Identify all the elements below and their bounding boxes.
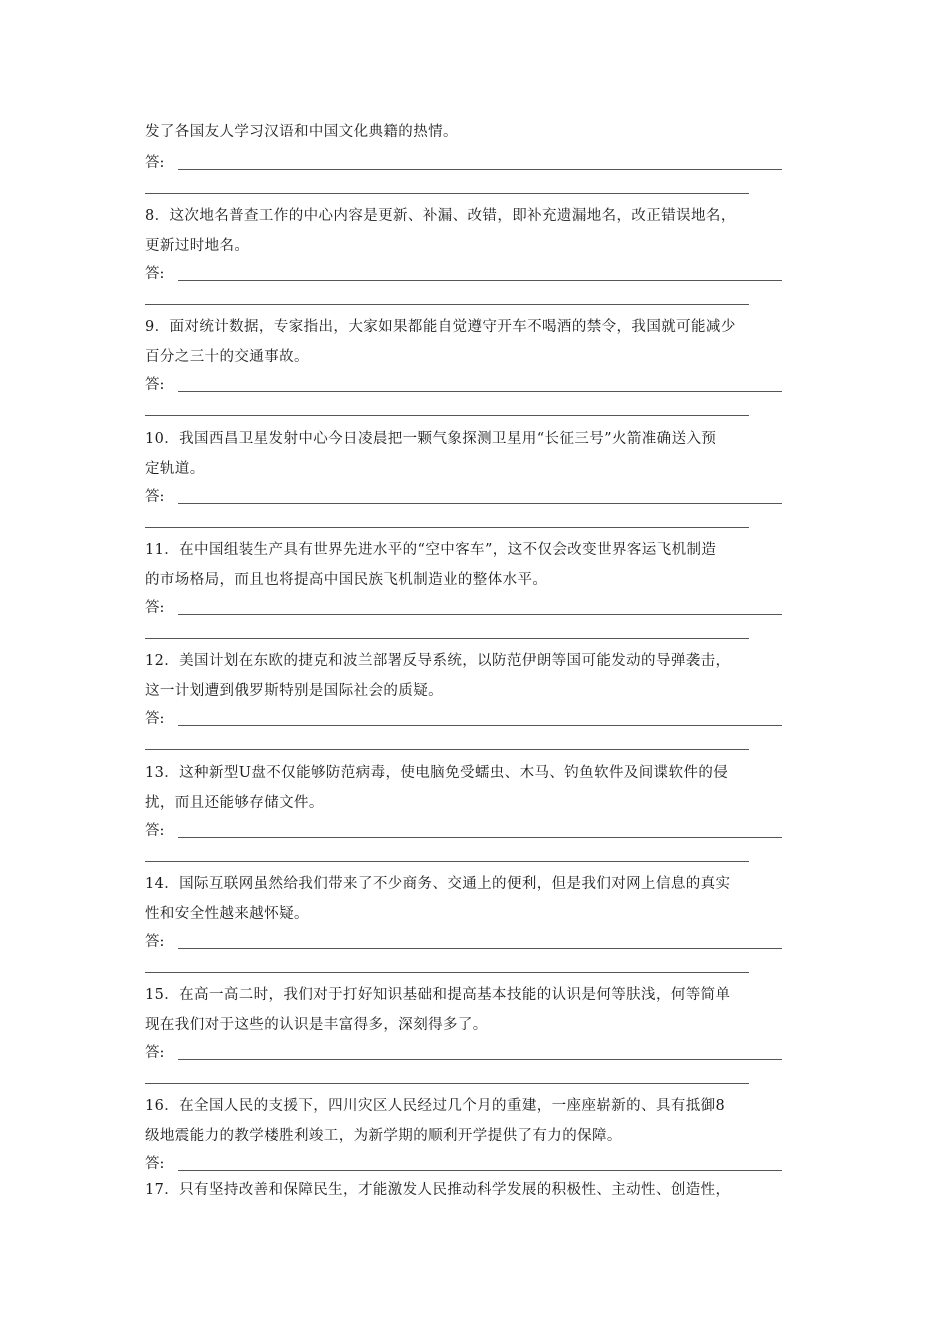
answer-label: 答: <box>145 822 165 839</box>
question-text-line: 扰，而且还能够存储文件。 <box>145 794 324 811</box>
answer-line[interactable] <box>178 391 782 392</box>
answer-line[interactable] <box>178 725 782 726</box>
answer-label: 答: <box>145 488 165 505</box>
answer-label: 答: <box>145 1045 165 1062</box>
question-text-line: 9．面对统计数据，专家指出，大家如果都能自觉遵守开车不喝酒的禁令，我国就可能减少 <box>145 319 736 336</box>
question-text-line: 的市场格局，而且也将提高中国民族飞机制造业的整体水平。 <box>145 571 548 588</box>
question-text-line: 14．国际互联网虽然给我们带来了不少商务、交通上的便利，但是我们对网上信息的真实 <box>145 875 731 892</box>
question-text-line: 13．这种新型U盘不仅能够防范病毒，使电脑免受蠕虫、木马、钓鱼软件及间谍软件的侵 <box>145 764 729 781</box>
answer-blank-line[interactable] <box>145 749 749 750</box>
question-text-line: 8．这次地名普查工作的中心内容是更新、补漏、改错，即补充遗漏地名，改正错误地名， <box>145 208 736 224</box>
answer-label: 答: <box>145 266 165 282</box>
question-text-line: 12．美国计划在东欧的捷克和波兰部署反导系统，以防范伊朗等国可能发动的导弹袭击， <box>145 653 731 670</box>
answer-blank-line[interactable] <box>145 861 749 862</box>
answer-blank-line[interactable] <box>145 415 749 416</box>
answer-line[interactable] <box>178 280 782 281</box>
answer-line[interactable] <box>178 948 782 949</box>
answer-label: 答: <box>145 377 165 394</box>
answer-label: 答: <box>145 711 165 728</box>
answer-label: 答: <box>145 155 165 171</box>
answer-label: 答: <box>145 933 165 950</box>
question-17-line-1: 17．只有坚持改善和保障民生，才能激发人民推动科学发展的积极性、主动性、创造性， <box>145 1182 731 1198</box>
question-text-line: 15．在高一高二时，我们对于打好知识基础和提高基本技能的认识是何等肤浅，何等简单 <box>145 987 731 1004</box>
answer-blank-line[interactable] <box>145 1083 749 1084</box>
answer-blank-line[interactable] <box>145 638 749 639</box>
answer-label: 答: <box>145 1156 165 1173</box>
question-text-line: 10．我国西昌卫星发射中心今日凌晨把一颗气象探测卫星用“长征三号”火箭准确送入预 <box>145 430 717 447</box>
question-text-line: 级地震能力的教学楼胜利竣工，为新学期的顺利开学提供了有力的保障。 <box>145 1128 622 1145</box>
answer-line[interactable] <box>178 614 782 615</box>
answer-blank-line[interactable] <box>145 193 749 194</box>
question-text-line: 更新过时地名。 <box>145 238 250 254</box>
answer-blank-line[interactable] <box>145 304 749 305</box>
answer-label: 答: <box>145 599 165 616</box>
intro-text-line: 发了各国友人学习汉语和中国文化典籍的热情。 <box>145 124 458 140</box>
answer-blank-line[interactable] <box>145 972 749 973</box>
question-text-line: 这一计划遭到俄罗斯特别是国际社会的质疑。 <box>145 683 443 700</box>
answer-blank-line[interactable] <box>145 527 749 528</box>
answer-line[interactable] <box>178 1059 782 1060</box>
answer-line[interactable] <box>178 503 782 504</box>
answer-line[interactable] <box>178 1170 782 1171</box>
answer-line[interactable] <box>178 169 782 170</box>
question-text-line: 16．在全国人民的支援下，四川灾区人民经过几个月的重建，一座座崭新的、具有抵御8 <box>145 1098 726 1115</box>
question-text-line: 现在我们对于这些的认识是丰富得多，深刻得多了。 <box>145 1017 488 1034</box>
question-text-line: 性和安全性越来越怀疑。 <box>145 905 309 922</box>
answer-line[interactable] <box>178 837 782 838</box>
question-text-line: 定轨道。 <box>145 460 205 477</box>
question-text-line: 百分之三十的交通事故。 <box>145 349 309 366</box>
question-text-line: 11．在中国组装生产具有世界先进水平的“空中客车”，这不仅会改变世界客运飞机制造 <box>145 541 717 558</box>
